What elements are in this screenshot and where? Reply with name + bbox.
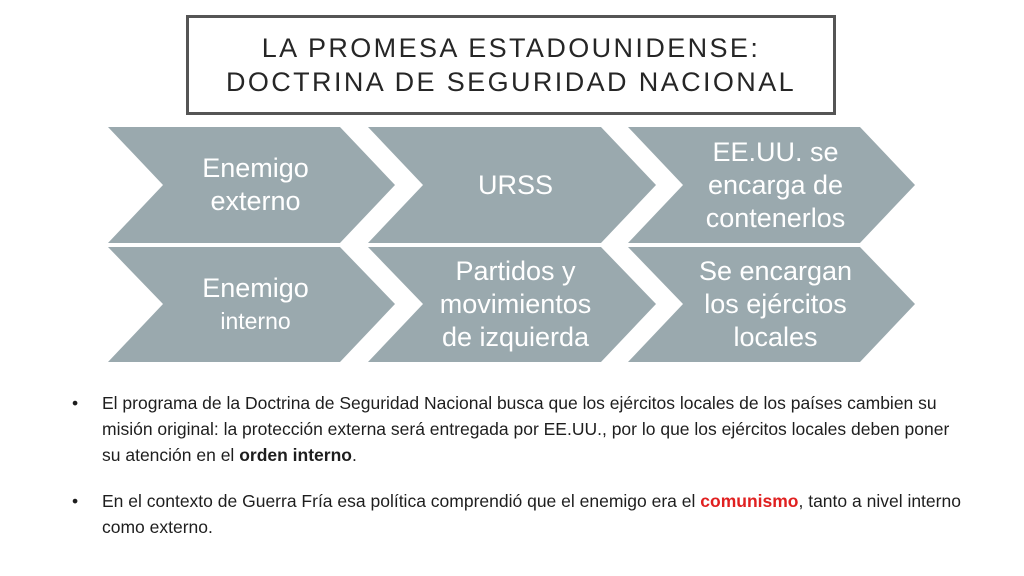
step-label: interno [220,307,291,334]
chevron-text-r2-c2 [423,247,608,362]
bullet-text: En el contexto de Guerra Fría esa política comprendió que el enemigo era el [102,491,701,511]
step-label: movimientos [439,289,592,319]
bullet-list [72,390,972,560]
step-label: Se encargan [698,256,853,286]
bullet-end: . [351,445,357,465]
title-line-2: DOCTRINA DE SEGURIDAD NACIONAL [225,67,797,97]
bullet-highlight-text: comunismo [700,491,799,511]
chevron-text-r2-c3 [683,247,868,362]
step-label: Enemigo [202,153,309,183]
title-line-1: LA PROMESA ESTADOUNIDENSE: [261,33,761,63]
step-label: URSS [477,169,553,200]
step-label: Partidos y [455,256,576,286]
bullet-dot-icon: • [72,491,79,511]
chevron-text-r1-c3 [683,127,868,243]
step-label: locales [733,322,818,352]
step-label: externo [210,186,301,216]
step-label: de izquierda [441,322,590,352]
step-label: los ejércitos [704,289,847,319]
step-label: Enemigo [202,272,309,303]
bullet-bold-text: orden interno [239,445,352,465]
step-label: EE.UU. se [712,136,839,167]
step-label: contenerlos [705,202,846,233]
bullet-item-1 [72,390,972,468]
chevron-text-r1-c2 [423,127,608,243]
chevron-text-r1-c1 [163,127,348,243]
step-label: encarga de [707,169,844,200]
bullet-item-2 [72,488,972,540]
bullet-text: El programa de la Doctrina de Seguridad Nacional busca que los ejércitos locales de los países cambien su misión original: la protección externa será entregada por EE.UU., por lo que los ejércitos locales deben poner su atención en el [102,393,950,465]
bullet-end: , tanto a nivel interno como externo. [102,491,961,537]
chevron-text-r2-c1 [163,247,348,362]
bullet-dot-icon: • [72,393,79,413]
